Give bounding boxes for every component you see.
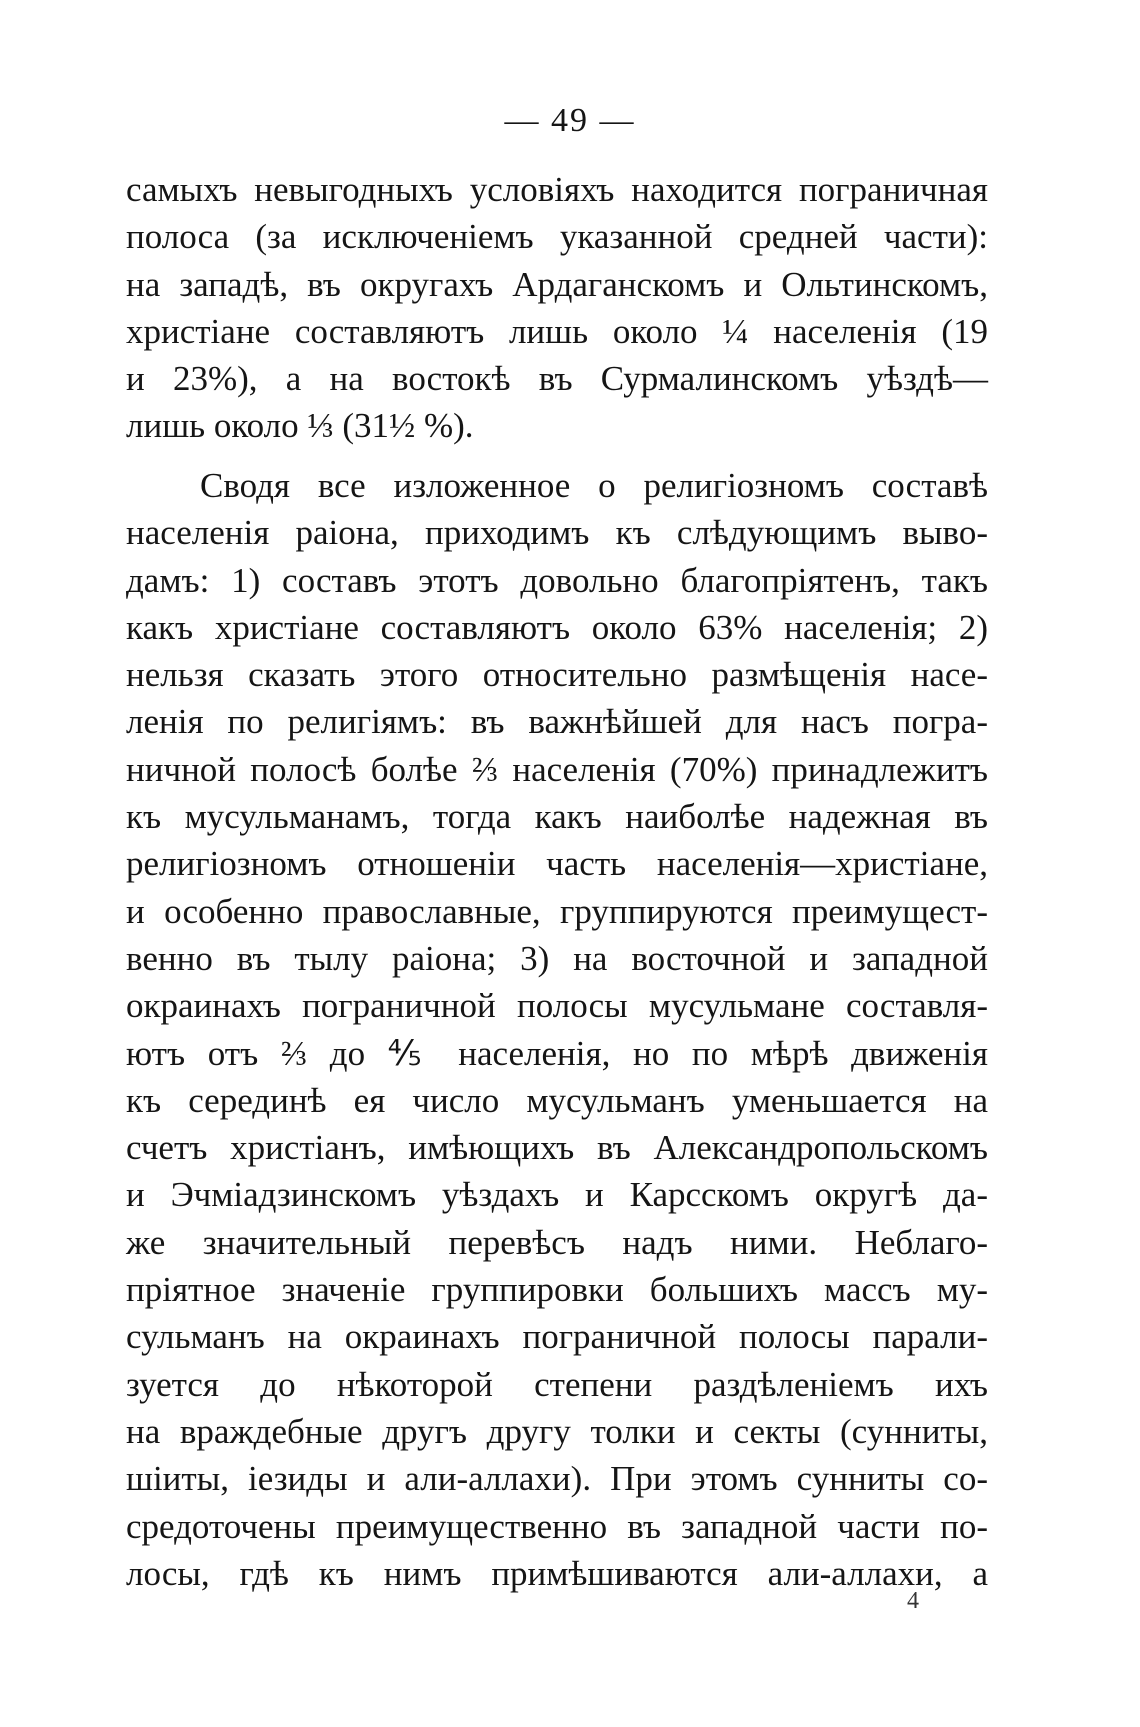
printer-signature-mark: 4 [907,1588,919,1614]
paragraph-continuation [126,166,988,450]
text-line: же значительный перевѣсъ надъ ними. Неблаго- [126,1222,988,1262]
text-line: дамъ: 1) составъ этотъ довольно благопріятенъ, такъ [126,560,988,600]
text-line: населенія раіона, приходимъ къ слѣдующимъ выво- [126,513,988,553]
text-line: средоточены преимущественно въ западной части по- [126,1506,988,1546]
text-line: пріятное значеніе группировки большихъ массъ му- [126,1270,988,1310]
text-line: зуется до нѣкоторой степени раздѣленіемъ ихъ [126,1364,988,1404]
text-line: лосы, гдѣ къ нимъ примѣшиваются али-аллахи, а [126,1553,988,1593]
text-line: и Эчміадзинскомъ уѣздахъ и Карсскомъ округѣ да- [126,1175,988,1215]
text-line: какъ христіане составляютъ около 63% населенія; 2) [126,607,988,647]
text-line: ютъ отъ ⅔ до ⅘ населенія, но по мѣрѣ движенія [126,1033,988,1073]
text-line: Сводя все изложенное о религіозномъ составѣ [200,466,988,505]
text-line: нельзя сказать этого относительно размѣщенія насе- [126,655,988,695]
paragraph-conclusions [126,462,988,1597]
text-line: на западѣ, въ округахъ Ардаганскомъ и Ольтинскомъ, [126,264,988,304]
text-line: полоса (за исключеніемъ указанной средней части): [126,217,988,257]
text-line: лишь около ⅓ (31½ %). [126,406,474,446]
text-line: самыхъ невыгодныхъ условіяхъ находится пограничная [126,170,988,209]
text-line: счетъ христіанъ, имѣющихъ въ Александропольскомъ [126,1128,988,1168]
text-line: къ серединѣ ея число мусульманъ уменьшается на [126,1080,988,1120]
text-line: и 23%), а на востокѣ въ Сурмалинскомъ уѣздѣ— [126,359,988,399]
page-number: — 49 — [504,102,636,139]
text-line: венно въ тылу раіона; 3) на восточной и западной [126,938,988,978]
text-line: окраинахъ пограничной полосы мусульмане составля- [126,986,988,1026]
text-line: ленія по религіямъ: въ важнѣйшей для насъ погра- [126,702,988,742]
text-line: и особенно православные, группируются преимущест- [126,891,988,931]
text-line: шіиты, іезиды и али-аллахи). При этомъ сунниты со- [126,1459,988,1499]
text-line: сульманъ на окраинахъ пограничной полосы парали- [126,1317,988,1357]
text-line: на враждебные другъ другу толки и секты (сунниты, [126,1411,988,1451]
text-line: религіозномъ отношеніи часть населенія—христіане, [126,844,988,884]
text-line: христіане составляютъ лишь около ¼ населенія (19 [126,311,988,351]
text-line: ничной полосѣ болѣе ⅔ населенія (70%) принадлежитъ [126,749,988,789]
text-line: къ мусульманамъ, тогда какъ наиболѣе надежная въ [126,797,988,837]
